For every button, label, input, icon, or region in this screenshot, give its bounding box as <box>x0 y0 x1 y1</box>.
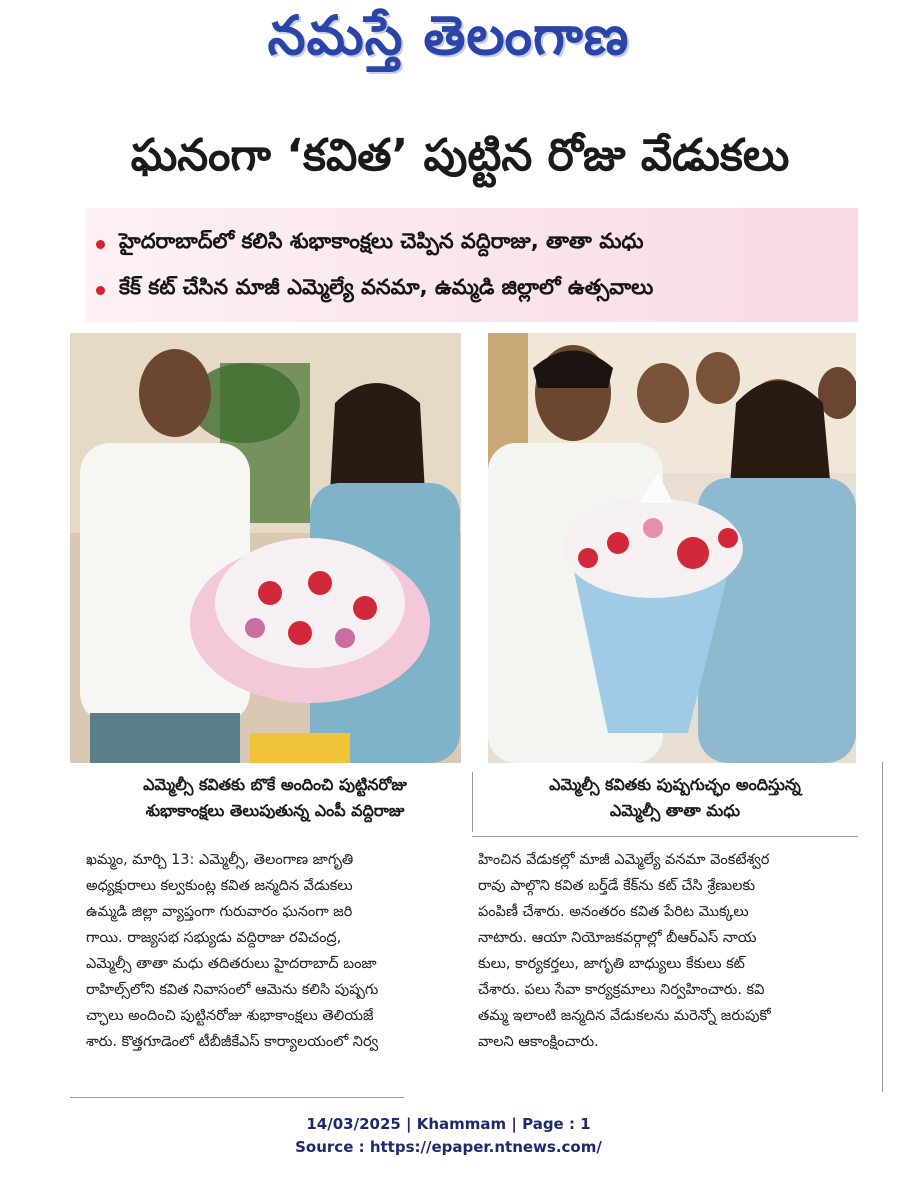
highlights-box <box>86 208 858 322</box>
caption-line: శుభాకాంక్షలు తెలుపుతున్న ఎంపీ వద్దిరాజు <box>145 801 405 820</box>
photo-left-caption <box>100 772 450 824</box>
article-line: రావు పాల్గొని కవిత బర్త్‌డే కేక్‌ను కట్ చేసి శ్రేణులకు <box>478 878 756 894</box>
article-line: అధ్యక్షురాలు కల్వకుంట్ల కవిత జన్మదిన వేడుకలు <box>86 878 353 894</box>
article-line: చేశారు. పలు సేవా కార్యక్రమాలు నిర్వహించారు. కవి <box>478 982 765 998</box>
caption-line: ఎమ్మెల్సీ కవితకు పుష్పగుచ్ఛం అందిస్తున్న <box>549 775 801 794</box>
article-line: ఎమ్మెల్సీ తాతా మధు తదితరులు హైదరాబాద్ బంజా <box>86 956 377 972</box>
bullet-icon <box>96 286 105 295</box>
article-column-1 <box>86 847 448 1055</box>
column-divider <box>472 772 473 832</box>
photo-right <box>488 333 856 763</box>
article-line: ఖమ్మం, మార్చి 13: ఎమ్మెల్సీ, తెలంగాణ జాగృతి <box>86 852 354 868</box>
article-line: తమ్మ ఇలాంటి జన్మదిన వేడుకలను మరెన్నో జరుపుకో <box>478 1008 771 1024</box>
highlight-item <box>96 270 653 310</box>
footer-date-line: 14/03/2025 | Khammam | Page : 1 <box>306 1115 591 1133</box>
highlight-text: హైదరాబాద్‌లో కలిసి శుభాకాంక్షలు చెప్పిన వద్దిరాజు, తాతా మధు <box>119 229 644 253</box>
column-divider <box>882 762 883 1092</box>
headline <box>60 126 860 196</box>
caption-line: ఎమ్మెల్సీ తాతా మధు <box>609 801 741 820</box>
horizontal-rule <box>472 836 858 837</box>
article-line: పంపిణీ చేశారు. అనంతరం కవిత పేరిట మొక్కలు <box>478 904 749 920</box>
article-line: నాటారు. ఆయా నియోజకవర్గాల్లో బీఆర్ఎస్ నాయ <box>478 930 757 946</box>
masthead-title: నమస్తే తెలంగాణ <box>267 3 630 67</box>
horizontal-rule <box>70 1097 404 1098</box>
article-column-2 <box>478 847 850 1055</box>
article-line: వాలని ఆకాంక్షించారు. <box>478 1034 599 1050</box>
article-line: కులు, కార్యకర్తలు, జాగృతి బాధ్యులు కేకులు కట్ <box>478 956 745 972</box>
highlight-text: కేక్ కట్ చేసిన మాజీ ఎమ్మెల్యే వనమా, ఉమ్మడి జిల్లాలో ఉత్సవాలు <box>119 275 654 299</box>
bullet-icon <box>96 240 105 249</box>
footer-source-link[interactable]: Source : https://epaper.ntnews.com/ <box>295 1138 602 1156</box>
newspaper-masthead <box>0 4 897 80</box>
caption-line: ఎమ్మెల్సీ కవితకు బొకే అందించి పుట్టినరోజు <box>143 775 407 794</box>
article-line: ఉమ్మడి జిల్లా వ్యాప్తంగా గురువారం ఘనంగా జరి <box>86 904 353 920</box>
article-line: గాయి. రాజ్యసభ సభ్యుడు వద్దిరాజు రవిచంద్ర, <box>86 930 342 946</box>
article-line: శారు. కొత్తగూడెంలో టీబీజీకేఎస్ కార్యాలయంలో నిర్వ <box>86 1034 379 1050</box>
highlight-item <box>96 224 644 264</box>
photo-right-caption <box>515 772 835 824</box>
photo-left <box>70 333 461 763</box>
article-line: రాహిల్స్‌లోని కవిత నివాసంలో ఆమెను కలిసి పుష్పగు <box>86 982 379 998</box>
headline-text: ఘనంగా ‘కవిత’ పుట్టిన రోజు వేడుకలు <box>130 130 790 181</box>
article-line: చ్ఛాలు అందించి పుట్టినరోజు శుభాకాంక్షలు తెలియజే <box>86 1008 374 1024</box>
article-line: హించిన వేడుకల్లో మాజీ ఎమ్మెల్యే వనమా వెంకటేశ్వర <box>478 852 770 868</box>
